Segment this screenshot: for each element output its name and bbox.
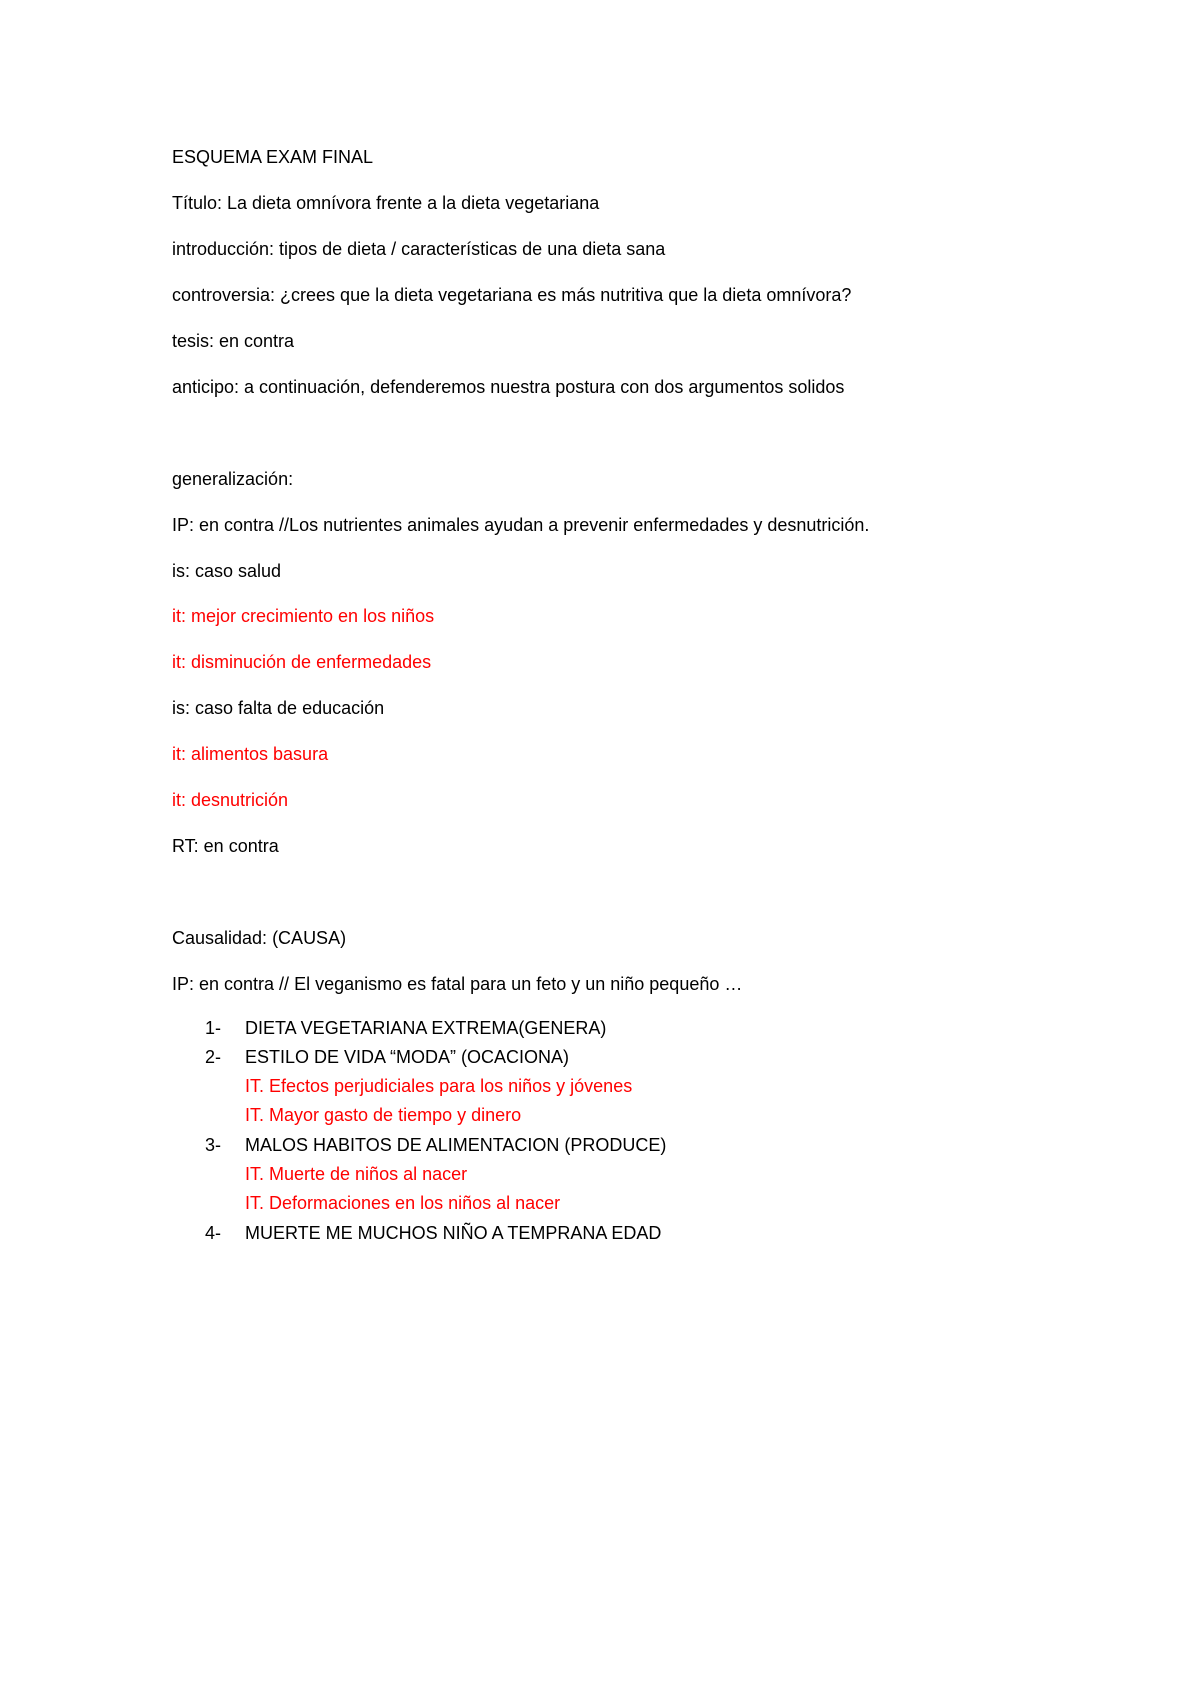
causalidad-ip: IP: en contra // El veganismo es fatal para un feto y un niño pequeño … — [172, 974, 743, 994]
list-subitem: IT. Efectos perjudiciales para los niños y jóvenes — [245, 1076, 633, 1096]
generalizacion-it: it: mejor crecimiento en los niños — [172, 606, 435, 626]
generalizacion-is: is: caso falta de educación — [172, 698, 385, 718]
document-heading: ESQUEMA EXAM FINAL — [172, 147, 374, 167]
generalizacion-ip: IP: en contra //Los nutrientes animales ayudan a prevenir enfermedades y desnutrición. — [172, 515, 870, 535]
list-item: ESTILO DE VIDA “MODA” (OCACIONA) — [245, 1047, 570, 1067]
list-item: MALOS HABITOS DE ALIMENTACION (PRODUCE) — [245, 1135, 667, 1155]
list-number: 2- — [205, 1047, 222, 1067]
list-item: DIETA VEGETARIANA EXTREMA(GENERA) — [245, 1018, 607, 1038]
generalizacion-is: is: caso salud — [172, 561, 282, 581]
generalizacion-it: it: desnutrición — [172, 790, 289, 810]
controversia-line: controversia: ¿crees que la dieta vegetariana es más nutritiva que la dieta omnívora? — [172, 285, 852, 305]
generalizacion-rt: RT: en contra — [172, 836, 279, 856]
list-subitem: IT. Muerte de niños al nacer — [245, 1164, 468, 1184]
list-item: MUERTE ME MUCHOS NIÑO A TEMPRANA EDAD — [245, 1223, 662, 1243]
list-subitem: IT. Mayor gasto de tiempo y dinero — [245, 1105, 522, 1125]
titulo-line: Título: La dieta omnívora frente a la dieta vegetariana — [172, 193, 600, 213]
list-number: 3- — [205, 1135, 222, 1155]
introduccion-line: introducción: tipos de dieta / características de una dieta sana — [172, 239, 666, 259]
list-number: 1- — [205, 1018, 222, 1038]
causalidad-label: Causalidad: (CAUSA) — [172, 928, 347, 948]
tesis-line: tesis: en contra — [172, 331, 295, 351]
generalizacion-label: generalización: — [172, 469, 294, 489]
list-number: 4- — [205, 1223, 222, 1243]
list-subitem: IT. Deformaciones en los niños al nacer — [245, 1193, 561, 1213]
anticipo-line: anticipo: a continuación, defenderemos nuestra postura con dos argumentos solidos — [172, 377, 845, 397]
generalizacion-it: it: disminución de enfermedades — [172, 652, 432, 672]
generalizacion-it: it: alimentos basura — [172, 744, 329, 764]
